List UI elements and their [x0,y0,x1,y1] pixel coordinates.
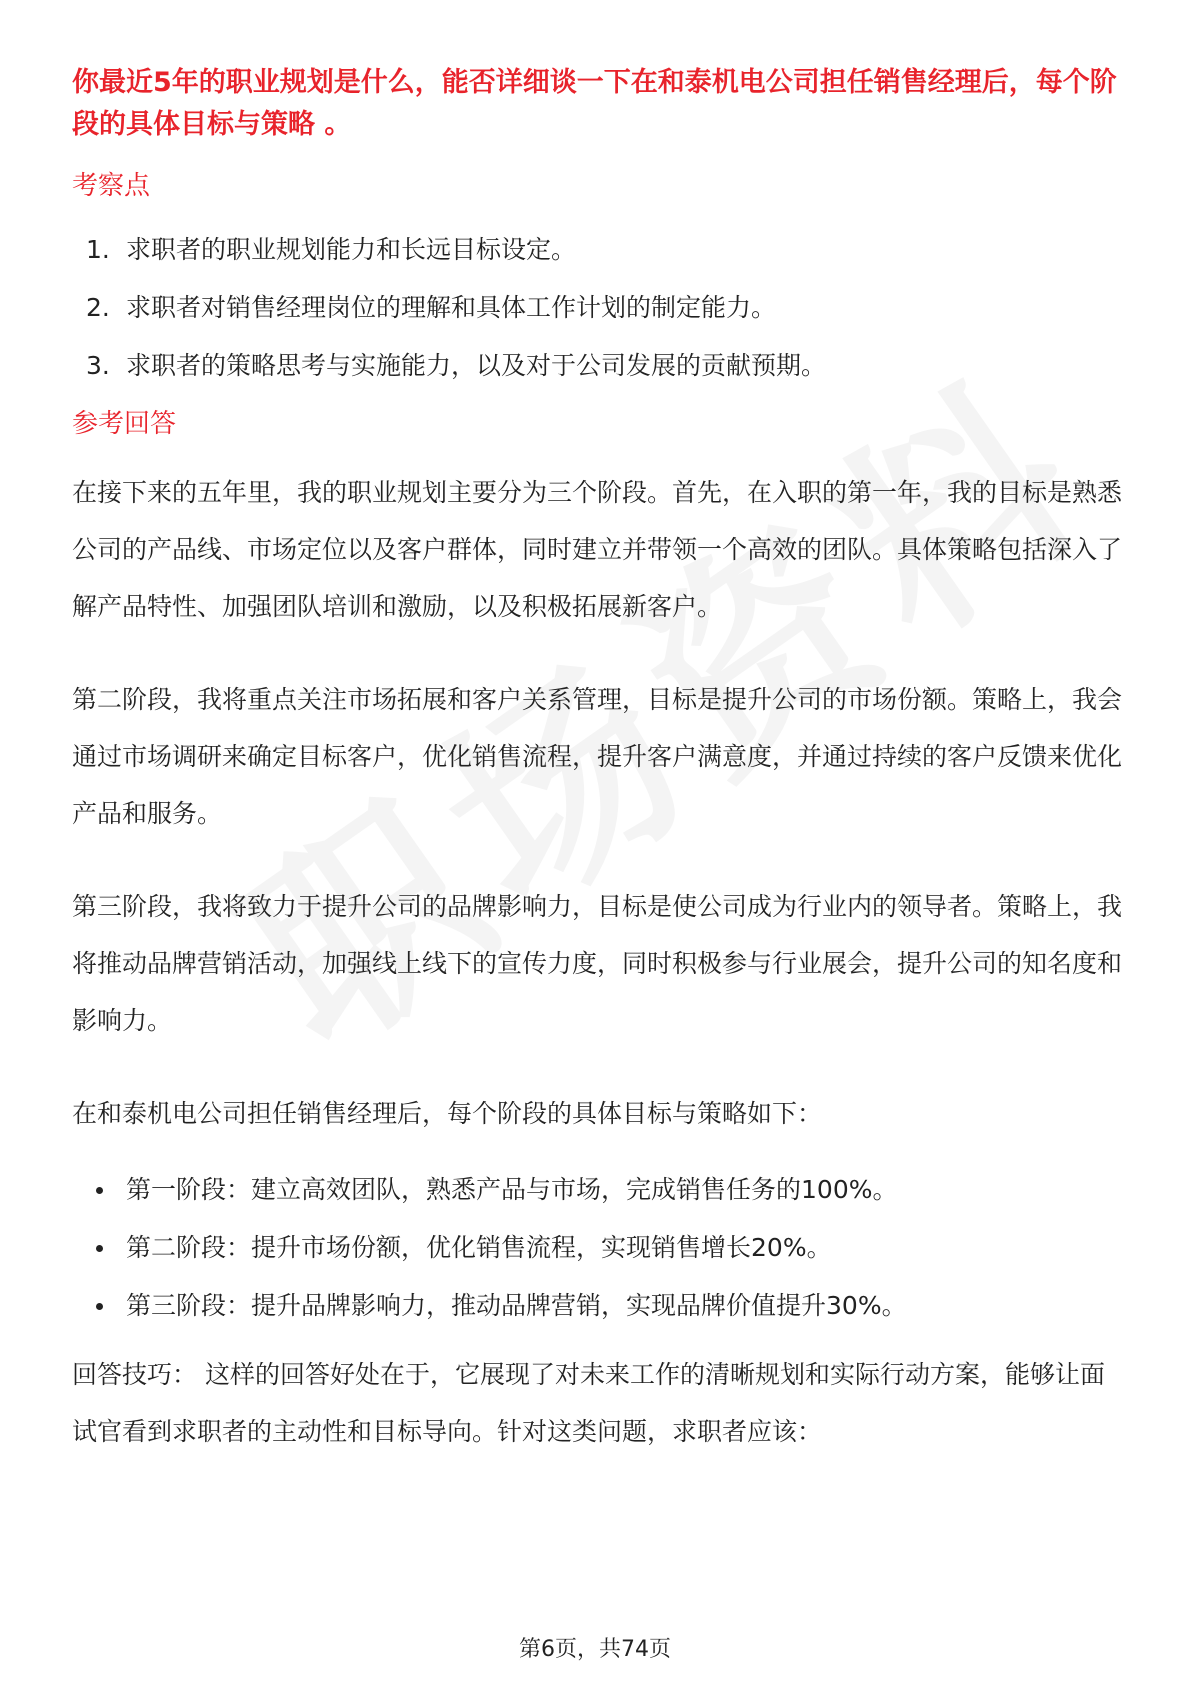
stage-item [72,1230,1122,1266]
bullet-icon [96,1187,103,1194]
assessment-list [72,232,1122,384]
page-number: 第6页，共74页 [519,1637,671,1662]
question-title: 你最近5年的职业规划是什么，能否详细谈一下在和泰机电公司担任销售经理后，每个阶段的具体目标与策略 。 [72,67,1117,140]
stage-item-text: 第二阶段：提升市场份额，优化销售流程，实现销售增长20%。 [126,1233,832,1262]
assessment-item [72,348,1122,384]
assessment-item-number: 3. [86,351,110,380]
assessment-heading: 考察点 [72,171,151,201]
stage-item-text: 第一阶段：建立高效团队，熟悉产品与市场，完成销售任务的100%。 [126,1175,898,1204]
answer-paragraph-1: 在接下来的五年里，我的职业规划主要分为三个阶段。首先，在入职的第一年，我的目标是熟悉公司的产品线、市场定位以及客户群体，同时建立并带领一个高效的团队。具体策略包括深入了解产品特性、加强团队培训和激励，以及积极拓展新客户。 [72,478,1123,621]
assessment-item-number: 1. [86,235,110,264]
stage-item-text: 第三阶段：提升品牌影响力，推动品牌营销，实现品牌价值提升30%。 [126,1291,907,1320]
stage-list [72,1172,1122,1324]
assessment-item-number: 2. [86,293,110,322]
stage-item [72,1288,1122,1324]
answer-paragraph-2: 第二阶段，我将重点关注市场拓展和客户关系管理，目标是提升公司的市场份额。策略上，我会通过市场调研来确定目标客户，优化销售流程，提升客户满意度，并通过持续的客户反馈来优化产品和服务。 [72,685,1123,828]
assessment-item [72,232,1122,268]
answer-heading: 参考回答 [72,409,177,439]
stage-item [72,1172,1122,1208]
assessment-item [72,290,1122,326]
assessment-item-text: 求职者的策略思考与实施能力，以及对于公司发展的贡献预期。 [126,351,827,380]
assessment-item-text: 求职者的职业规划能力和长远目标设定。 [126,235,577,264]
assessment-item-text: 求职者对销售经理岗位的理解和具体工作计划的制定能力。 [126,293,777,322]
answer-paragraph-4: 在和泰机电公司担任销售经理后，每个阶段的具体目标与策略如下： [72,1099,823,1128]
document-page [72,62,1122,1460]
answer-paragraph-3: 第三阶段，我将致力于提升公司的品牌影响力，目标是使公司成为行业内的领导者。策略上，我将推动品牌营销活动，加强线上线下的宣传力度，同时积极参与行业展会，提升公司的知名度和影响力。 [72,892,1123,1035]
bullet-icon [96,1303,103,1310]
answer-tip: 回答技巧： 这样的回答好处在于，它展现了对未来工作的清晰规划和实际行动方案，能够让面试官看到求职者的主动性和目标导向。针对这类问题，求职者应该： [72,1360,1105,1446]
bullet-icon [96,1245,103,1252]
